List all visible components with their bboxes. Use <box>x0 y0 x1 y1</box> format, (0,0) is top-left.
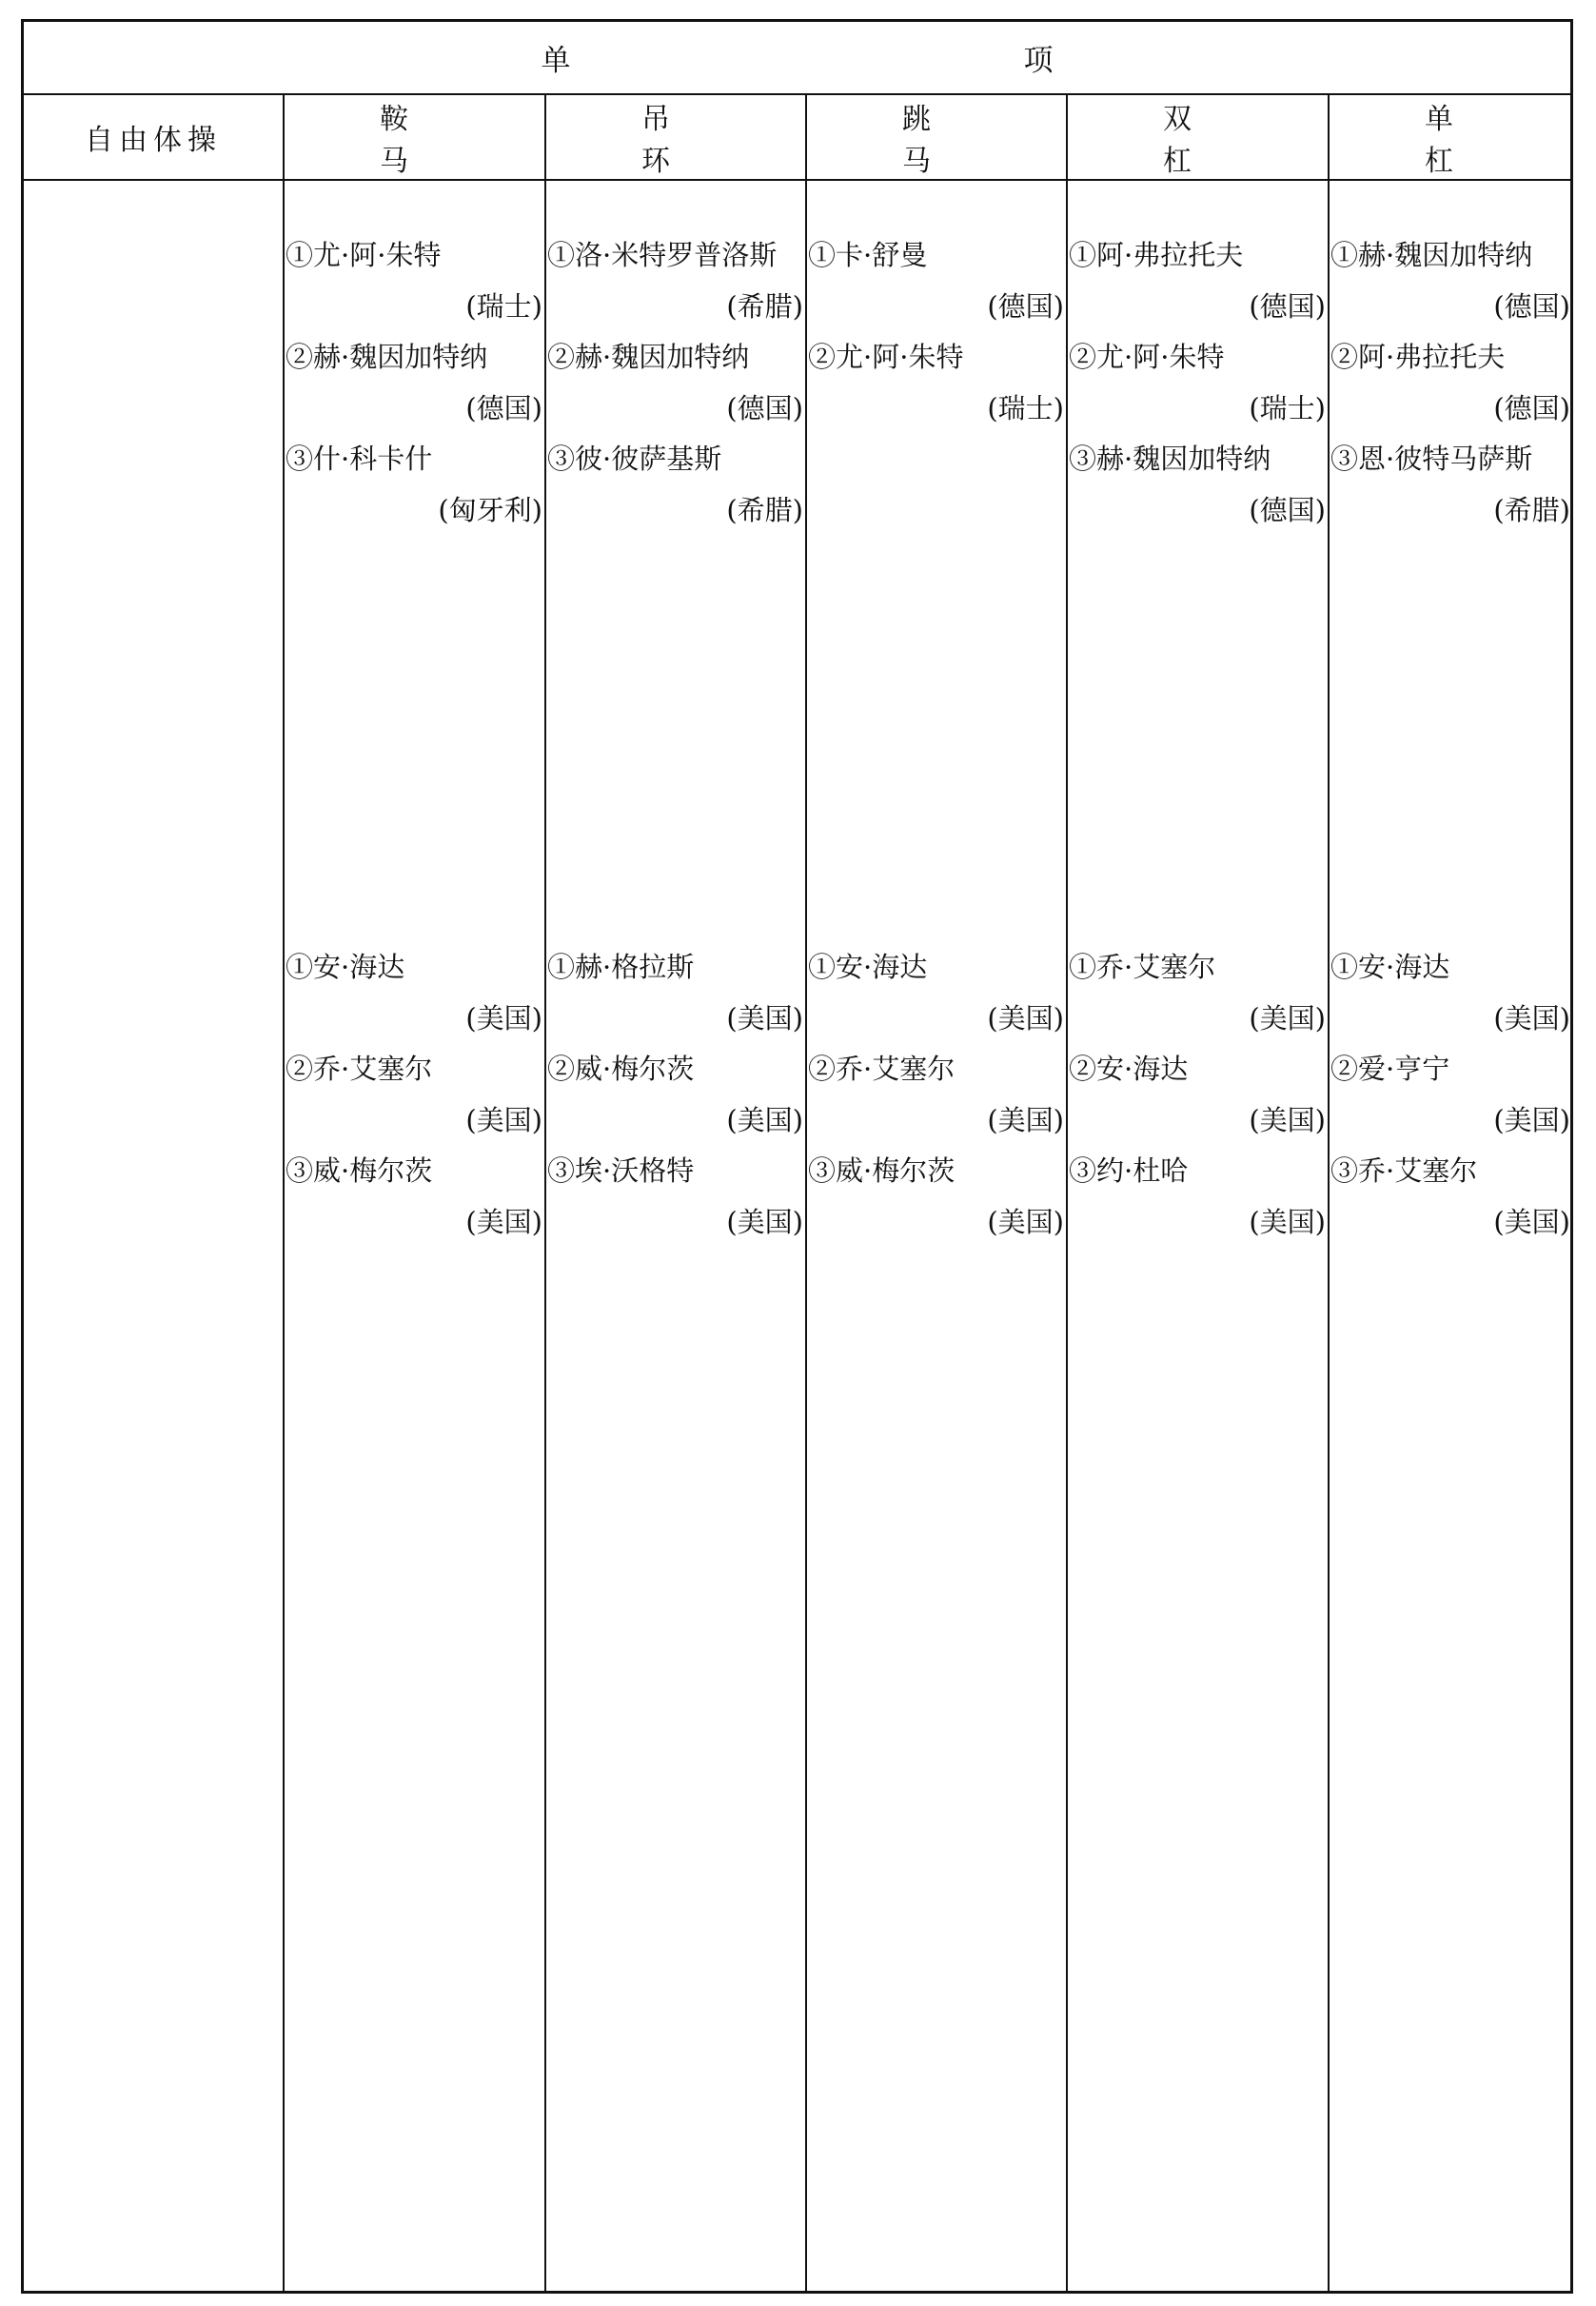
result-group-2 <box>1069 942 1326 1248</box>
rank-marker: ① <box>547 239 576 271</box>
rank-marker: ② <box>1069 341 1097 373</box>
column-vault <box>808 181 1064 2291</box>
result-entry <box>808 1146 1064 1197</box>
result-entry <box>1069 282 1326 333</box>
athlete-name: 威·梅尔茨 <box>313 1154 433 1187</box>
athlete-country: (美国) <box>1493 1001 1570 1035</box>
result-entry <box>547 1146 803 1197</box>
athlete-name: 什·科卡什 <box>313 443 433 475</box>
result-entry <box>1069 384 1326 435</box>
athlete-country: (美国) <box>726 1001 803 1035</box>
rank-marker: ① <box>547 951 576 983</box>
result-entry <box>808 942 1064 994</box>
header-horizontal-bar: 单杠 <box>1425 103 1548 178</box>
result-group-2 <box>808 942 1064 1248</box>
athlete-name: 安·海达 <box>836 951 928 983</box>
athlete-name: 赫·魏因加特纳 <box>1358 239 1533 271</box>
athlete-name: 洛·米特罗普洛斯 <box>575 239 778 271</box>
result-entry <box>1069 230 1326 282</box>
athlete-country: (德国) <box>987 289 1064 323</box>
athlete-country: (德国) <box>465 391 542 424</box>
athlete-name: 尤·阿·朱特 <box>1096 341 1225 373</box>
result-entry <box>808 1095 1064 1147</box>
athlete-country: (美国) <box>987 1103 1064 1136</box>
athlete-country: (德国) <box>726 391 803 424</box>
rank-marker: ② <box>808 341 837 373</box>
athlete-country: (德国) <box>1249 493 1326 526</box>
rank-marker: ① <box>1069 951 1097 983</box>
athlete-country: (瑞士) <box>987 391 1064 424</box>
athlete-country: (美国) <box>1249 1205 1326 1238</box>
rank-marker: ② <box>286 1053 314 1085</box>
athlete-country: (德国) <box>1493 391 1570 424</box>
rank-marker: ② <box>286 341 314 373</box>
result-group-1 <box>1330 230 1570 536</box>
rank-marker: ① <box>1330 951 1359 983</box>
result-entry <box>808 1044 1064 1095</box>
column-rings <box>547 181 803 2291</box>
result-entry <box>547 282 803 333</box>
result-entry <box>1330 230 1570 282</box>
result-entry <box>1330 942 1570 994</box>
result-entry <box>286 942 542 994</box>
rank-marker: ① <box>1330 239 1359 271</box>
result-entry <box>1330 485 1570 537</box>
athlete-name: 乔·艾塞尔 <box>1358 1154 1478 1187</box>
rank-marker: ② <box>547 341 576 373</box>
result-group-2 <box>547 942 803 1248</box>
header-row <box>24 95 1570 181</box>
result-entry <box>1330 1044 1570 1095</box>
athlete-name: 卡·舒曼 <box>836 239 928 271</box>
result-entry <box>1330 332 1570 384</box>
athlete-country: (美国) <box>987 1001 1064 1035</box>
athlete-country: (希腊) <box>1493 493 1570 526</box>
result-entry <box>1069 1197 1326 1249</box>
athlete-name: 赫·格拉斯 <box>575 951 695 983</box>
athlete-name: 安·海达 <box>1096 1053 1189 1085</box>
athlete-country: (希腊) <box>726 493 803 526</box>
result-entry <box>547 384 803 435</box>
athlete-name: 乔·艾塞尔 <box>1096 951 1216 983</box>
rank-marker: ② <box>547 1053 576 1085</box>
rank-marker: ② <box>1069 1053 1097 1085</box>
result-entry <box>808 230 1064 282</box>
athlete-country: (德国) <box>1493 289 1570 323</box>
athlete-name: 威·梅尔茨 <box>575 1053 695 1085</box>
athlete-country: (德国) <box>1249 289 1326 323</box>
result-entry <box>1069 1095 1326 1147</box>
athlete-name: 埃·沃格特 <box>575 1154 695 1187</box>
athlete-name: 恩·彼特马萨斯 <box>1358 443 1533 475</box>
athlete-name: 威·梅尔茨 <box>836 1154 956 1187</box>
results-table <box>21 19 1573 2294</box>
title-row <box>24 22 1570 95</box>
result-entry <box>286 1146 542 1197</box>
rank-marker: ② <box>1330 1053 1359 1085</box>
rank-marker: ① <box>286 951 314 983</box>
result-entry <box>286 282 542 333</box>
result-entry <box>286 230 542 282</box>
result-entry <box>808 994 1064 1045</box>
column-divider <box>283 95 285 2291</box>
result-entry <box>1069 994 1326 1045</box>
athlete-name: 赫·魏因加特纳 <box>313 341 488 373</box>
athlete-name: 乔·艾塞尔 <box>836 1053 956 1085</box>
rank-marker: ② <box>808 1053 837 1085</box>
table-title: 单 项 <box>541 44 1185 78</box>
result-entry <box>1330 384 1570 435</box>
athlete-country: (美国) <box>726 1103 803 1136</box>
athlete-name: 爱·亨宁 <box>1358 1053 1450 1085</box>
athlete-country: (瑞士) <box>1249 391 1326 424</box>
result-entry <box>547 1095 803 1147</box>
athlete-name: 阿·弗拉托夫 <box>1096 239 1244 271</box>
athlete-name: 赫·魏因加特纳 <box>1096 443 1271 475</box>
result-entry <box>1069 332 1326 384</box>
result-entry <box>1069 485 1326 537</box>
athlete-country: (美国) <box>465 1103 542 1136</box>
result-entry <box>547 994 803 1045</box>
column-horizontal-bar <box>1330 181 1570 2291</box>
athlete-name: 尤·阿·朱特 <box>313 239 442 271</box>
rank-marker: ③ <box>808 1154 837 1187</box>
athlete-country: (美国) <box>465 1205 542 1238</box>
result-group-1 <box>808 230 1064 434</box>
result-entry <box>547 1197 803 1249</box>
athlete-name: 安·海达 <box>1358 951 1450 983</box>
athlete-country: (希腊) <box>726 289 803 323</box>
column-divider <box>1066 95 1068 2291</box>
result-entry <box>547 485 803 537</box>
result-entry <box>808 282 1064 333</box>
rank-marker: ③ <box>1069 1154 1097 1187</box>
result-entry <box>1069 1044 1326 1095</box>
result-entry <box>547 434 803 485</box>
column-pommel-horse <box>286 181 542 2291</box>
result-entry <box>1330 434 1570 485</box>
header-pommel-horse: 鞍马 <box>380 103 503 178</box>
result-entry <box>547 230 803 282</box>
athlete-name: 彼·彼萨基斯 <box>575 443 722 475</box>
result-entry <box>286 332 542 384</box>
result-entry <box>1069 1146 1326 1197</box>
column-divider <box>805 95 807 2291</box>
result-entry <box>286 1044 542 1095</box>
column-divider <box>544 95 546 2291</box>
result-entry <box>808 332 1064 384</box>
result-group-2 <box>286 942 542 1248</box>
result-entry <box>286 485 542 537</box>
result-entry <box>286 434 542 485</box>
athlete-country: (美国) <box>1493 1103 1570 1136</box>
athlete-name: 赫·魏因加特纳 <box>575 341 750 373</box>
athlete-country: (匈牙利) <box>438 493 542 526</box>
result-entry <box>1330 994 1570 1045</box>
rank-marker: ③ <box>1330 1154 1359 1187</box>
result-entry <box>808 384 1064 435</box>
result-entry <box>547 332 803 384</box>
result-entry <box>808 1197 1064 1249</box>
result-entry <box>286 1197 542 1249</box>
result-entry <box>1330 1095 1570 1147</box>
athlete-country: (美国) <box>1249 1001 1326 1035</box>
column-parallel-bars <box>1069 181 1326 2291</box>
header-rings: 吊环 <box>641 103 765 178</box>
athlete-country: (美国) <box>1249 1103 1326 1136</box>
rank-marker: ③ <box>1330 443 1359 475</box>
result-entry <box>1069 942 1326 994</box>
rank-marker: ① <box>1069 239 1097 271</box>
result-group-1 <box>1069 230 1326 536</box>
athlete-country: (美国) <box>726 1205 803 1238</box>
column-floor-exercise <box>24 181 283 2291</box>
result-entry <box>1330 1197 1570 1249</box>
column-divider <box>1328 95 1330 2291</box>
athlete-name: 阿·弗拉托夫 <box>1358 341 1506 373</box>
rank-marker: ③ <box>286 443 314 475</box>
athlete-name: 约·杜哈 <box>1096 1154 1189 1187</box>
result-entry <box>1330 282 1570 333</box>
rank-marker: ① <box>286 239 314 271</box>
result-entry <box>286 994 542 1045</box>
result-group-1 <box>286 230 542 536</box>
rank-marker: ② <box>1330 341 1359 373</box>
rank-marker: ③ <box>547 1154 576 1187</box>
rank-marker: ③ <box>286 1154 314 1187</box>
rank-marker: ① <box>808 239 837 271</box>
header-parallel-bars: 双杠 <box>1163 103 1287 178</box>
rank-marker: ③ <box>1069 443 1097 475</box>
result-entry <box>286 1095 542 1147</box>
athlete-country: (美国) <box>465 1001 542 1035</box>
athlete-name: 乔·艾塞尔 <box>313 1053 433 1085</box>
athlete-name: 安·海达 <box>313 951 405 983</box>
athlete-country: (美国) <box>987 1205 1064 1238</box>
athlete-country: (美国) <box>1493 1205 1570 1238</box>
result-entry <box>286 384 542 435</box>
result-group-1 <box>547 230 803 536</box>
result-entry <box>1330 1146 1570 1197</box>
header-floor-exercise: 自由体操 <box>85 124 222 157</box>
header-vault: 跳马 <box>902 103 1026 178</box>
result-entry <box>1069 434 1326 485</box>
result-entry <box>547 1044 803 1095</box>
result-group-2 <box>1330 942 1570 1248</box>
athlete-name: 尤·阿·朱特 <box>836 341 964 373</box>
athlete-country: (瑞士) <box>465 289 542 323</box>
rank-marker: ③ <box>547 443 576 475</box>
rank-marker: ① <box>808 951 837 983</box>
result-entry <box>547 942 803 994</box>
